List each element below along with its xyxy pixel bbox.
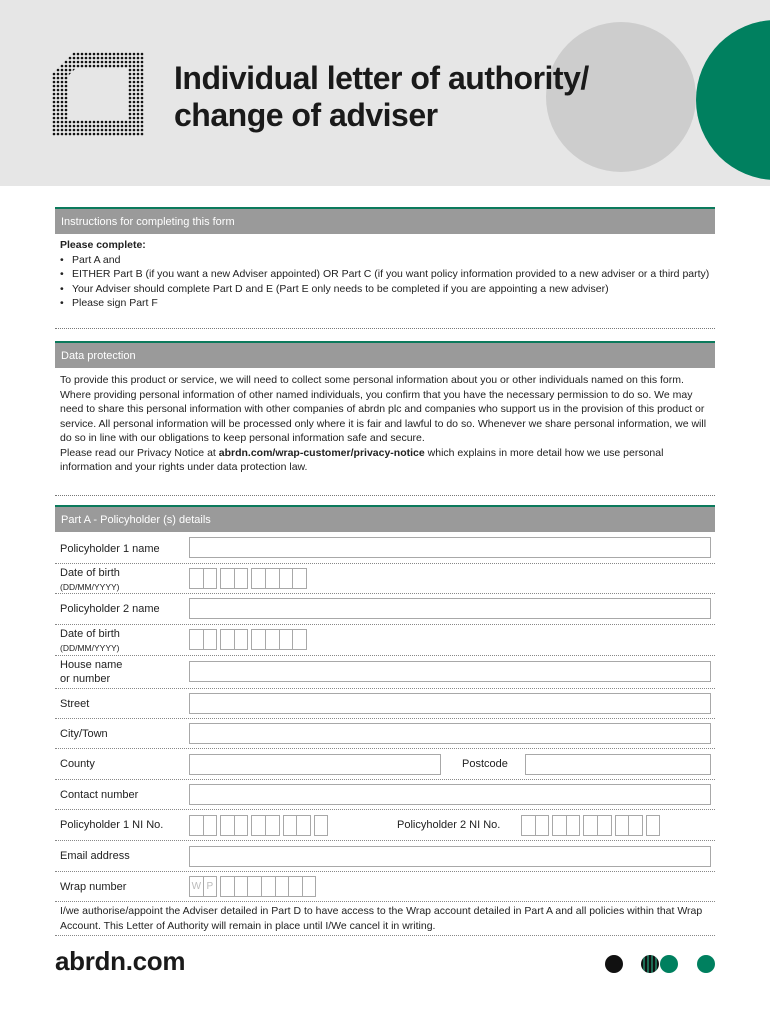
instructions-item: • Please sign Part F <box>60 296 710 311</box>
digit-box[interactable] <box>261 876 276 897</box>
county-label: County <box>60 758 95 770</box>
digit-box[interactable] <box>251 568 266 589</box>
char-box[interactable] <box>220 815 235 836</box>
title-line-2: change of adviser <box>174 97 438 133</box>
postcode-label: Postcode <box>462 758 508 770</box>
char-box[interactable] <box>552 815 567 836</box>
divider <box>55 935 715 936</box>
footer-green-dot-icon <box>660 955 678 973</box>
digit-box[interactable] <box>189 568 204 589</box>
digit-box[interactable] <box>220 876 235 897</box>
char-box[interactable] <box>296 815 311 836</box>
city-label: City/Town <box>60 728 108 740</box>
privacy-text-after: which explains in more detail how we use personal information and your rights under data protection law. <box>60 446 664 473</box>
char-box[interactable] <box>283 815 298 836</box>
digit-box[interactable] <box>265 629 280 650</box>
city-input[interactable] <box>189 723 711 744</box>
policyholder2-name-row <box>55 594 715 625</box>
divider <box>55 495 715 496</box>
data-protection-paragraph: To provide this product or service, we will need to collect some personal information about you or other individuals named on this form. Where providing personal information of other named individuals, you confirm that you have the necessary permission to do so. We may need to share this personal information with other companies of abrdn plc and companies who support us in the provision of this product or service. All personal information will be processed only where it is fair and lawful to do so. Whenever we share personal information, we will do so in line with our obligations to keep personal information safe and secure. <box>60 374 707 444</box>
char-box[interactable] <box>251 815 266 836</box>
contact-input[interactable] <box>189 784 711 805</box>
ni1-label: Policyholder 1 NI No. <box>60 819 164 831</box>
house-label-line1: House name <box>60 659 123 671</box>
house-input[interactable] <box>189 661 711 682</box>
instructions-heading: Instructions for completing this form <box>55 207 715 234</box>
instructions-list <box>60 253 710 311</box>
county-postcode-row <box>55 749 715 780</box>
email-input[interactable] <box>189 846 711 867</box>
contact-row <box>55 780 715 810</box>
char-box[interactable] <box>203 815 218 836</box>
house-label <box>60 658 122 686</box>
digit-box[interactable] <box>234 629 249 650</box>
wrap-row <box>55 872 715 902</box>
data-protection-heading: Data protection <box>55 341 715 368</box>
char-box[interactable] <box>628 815 643 836</box>
digit-box[interactable] <box>265 568 280 589</box>
page-title <box>174 60 654 134</box>
instructions-intro: Please complete: <box>60 239 146 251</box>
char-box[interactable] <box>615 815 630 836</box>
char-box[interactable] <box>535 815 550 836</box>
postcode-input[interactable] <box>525 754 711 775</box>
email-row <box>55 841 715 872</box>
instructions-item: • Part A and <box>60 253 710 268</box>
authority-statement: I/we authorise/appoint the Adviser detailed in Part D to have access to the Wrap account detailed in Part A and all policies within that Wrap Account. This Letter of Authority will remain in place until I/We cancel it in writing. <box>60 905 703 932</box>
char-box[interactable] <box>314 815 329 836</box>
street-input[interactable] <box>189 693 711 714</box>
footer-striped-dot-icon <box>641 955 659 973</box>
char-box[interactable] <box>521 815 536 836</box>
email-label: Email address <box>60 850 130 862</box>
char-box[interactable] <box>597 815 612 836</box>
char-box[interactable] <box>234 815 249 836</box>
house-row <box>55 656 715 689</box>
digit-box[interactable] <box>279 629 294 650</box>
county-input[interactable] <box>189 754 441 775</box>
divider <box>55 328 715 329</box>
digit-box[interactable] <box>189 629 204 650</box>
digit-box[interactable] <box>234 876 249 897</box>
instructions-body <box>60 238 710 311</box>
wrap-label: Wrap number <box>60 881 127 893</box>
ni2-input[interactable] <box>521 815 659 836</box>
policyholder1-name-input[interactable] <box>189 537 711 558</box>
digit-box[interactable] <box>288 876 303 897</box>
policyholder2-name-label: Policyholder 2 name <box>60 603 160 615</box>
privacy-notice-paragraph <box>60 446 710 475</box>
ni-row <box>55 810 715 841</box>
digit-box[interactable] <box>302 876 317 897</box>
dob1-hint: (DD/MM/YYYY) <box>60 582 120 592</box>
digit-box[interactable] <box>251 629 266 650</box>
wrap-prefix-box: W <box>189 876 204 897</box>
footer-brand: abrdn.com <box>55 946 186 976</box>
privacy-text-before: Please read our Privacy Notice at <box>60 446 219 459</box>
dob1-input[interactable] <box>189 568 306 589</box>
digit-box[interactable] <box>220 568 235 589</box>
instructions-item: • EITHER Part B (if you want a new Adviser appointed) OR Part C (if you want policy information provided to a new adviser or a third party) <box>60 267 710 282</box>
digit-box[interactable] <box>292 568 307 589</box>
abrdn-dot-logo-icon <box>52 52 144 136</box>
digit-box[interactable] <box>203 629 218 650</box>
decorative-green-circle <box>696 20 770 180</box>
ni1-input[interactable] <box>189 815 327 836</box>
footer-green-dot-icon <box>697 955 715 973</box>
policyholder1-name-row <box>55 534 715 564</box>
data-protection-body <box>60 373 710 475</box>
street-label: Street <box>60 698 90 710</box>
wrap-prefix-box: P <box>203 876 218 897</box>
char-box[interactable] <box>646 815 661 836</box>
char-box[interactable] <box>189 815 204 836</box>
digit-box[interactable] <box>279 568 294 589</box>
header-band <box>0 0 770 186</box>
wrap-number-input[interactable] <box>189 876 315 897</box>
digit-box[interactable] <box>220 629 235 650</box>
char-box[interactable] <box>583 815 598 836</box>
digit-box[interactable] <box>234 568 249 589</box>
privacy-notice-link[interactable]: abrdn.com/wrap-customer/privacy-notice <box>218 446 425 459</box>
dob1-label-text: Date of birth <box>60 567 120 579</box>
street-row <box>55 689 715 719</box>
dob2-row <box>55 625 715 656</box>
policyholder2-name-input[interactable] <box>189 598 711 619</box>
digit-box[interactable] <box>292 629 307 650</box>
contact-label: Contact number <box>60 789 139 801</box>
footer-black-dot-icon <box>605 955 623 973</box>
digit-box[interactable] <box>203 568 218 589</box>
digit-box[interactable] <box>247 876 262 897</box>
dob2-input[interactable] <box>189 629 306 650</box>
dob1-label <box>60 566 120 594</box>
dob2-hint: (DD/MM/YYYY) <box>60 643 120 653</box>
part-a-heading: Part A - Policyholder (s) details <box>55 505 715 532</box>
city-row <box>55 719 715 749</box>
ni2-label: Policyholder 2 NI No. <box>397 819 501 831</box>
title-line-1: Individual letter of authority/ <box>174 60 589 96</box>
dob1-row <box>55 564 715 594</box>
char-box[interactable] <box>566 815 581 836</box>
char-box[interactable] <box>265 815 280 836</box>
dob2-label <box>60 627 120 655</box>
policyholder1-name-label: Policyholder 1 name <box>60 543 160 555</box>
house-label-line2: or number <box>60 673 111 685</box>
digit-box[interactable] <box>275 876 290 897</box>
dob2-label-text: Date of birth <box>60 628 120 640</box>
instructions-item: • Your Adviser should complete Part D and E (Part E only needs to be completed if you are appointing a new adviser) <box>60 282 710 297</box>
